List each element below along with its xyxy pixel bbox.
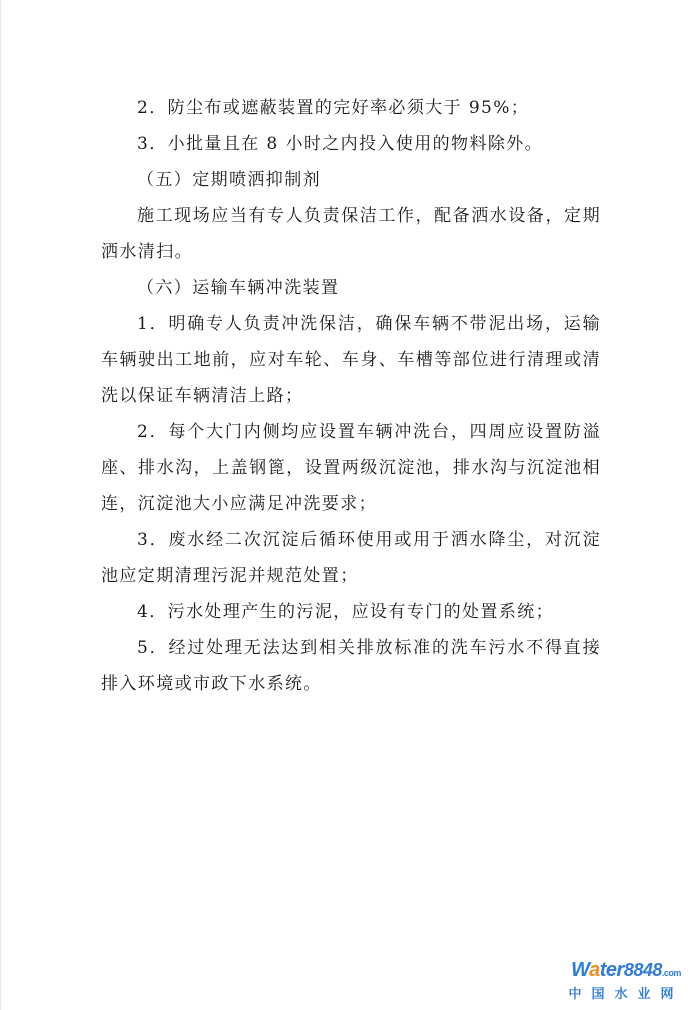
list-item-3-small-batch: 3．小批量且在 8 小时之内投入使用的物料除外。 [137,134,544,154]
logo-a: a [589,959,600,981]
watermark-logo [561,959,691,1004]
list-item-4-sludge: 4．污水处理产生的污泥，应设有专门的处置系统； [137,602,555,622]
watermark-subtitle: 中国水业网 [568,987,684,1002]
list-item-3-wastewater: 3．废水经二次沉淀后循环使用或用于洒水降尘，对沉淀池应定期清理污泥并规范处置； [101,530,601,586]
list-item-1-washing: 1．明确专人负责冲洗保洁，确保车辆不带泥出场，运输车辆驶出工地前，应对车轮、车身、车槽等部位进行清理或清洗以保证车辆清洁上路； [101,314,601,406]
section-heading-6: （六）运输车辆冲洗装置 [137,278,340,298]
watermark-brand [561,959,691,984]
logo-w: W [571,959,590,981]
list-item-5-discharge: 5．经过处理无法达到相关排放标准的洗车污水不得直接排入环境或市政下水系统。 [101,638,601,694]
logo-domain: .com [661,968,681,978]
list-item-2-dust-cloth: 2．防尘布或遮蔽装置的完好率必须大于 95%； [137,98,530,118]
section-heading-5: （五）定期喷洒抑制剂 [137,170,321,190]
document-body [101,90,601,702]
logo-number: 8848 [623,960,662,980]
logo-ter: ter [599,959,624,981]
paragraph-cleaning: 施工现场应当有专人负责保洁工作，配备洒水设备，定期洒水清扫。 [101,206,601,262]
list-item-2-wash-platform: 2．每个大门内侧均应设置车辆冲洗台，四周应设置防溢座、排水沟，上盖钢篦，设置两级沉淀池，排水沟与沉淀池相连，沉淀池大小应满足冲洗要求； [101,422,601,514]
